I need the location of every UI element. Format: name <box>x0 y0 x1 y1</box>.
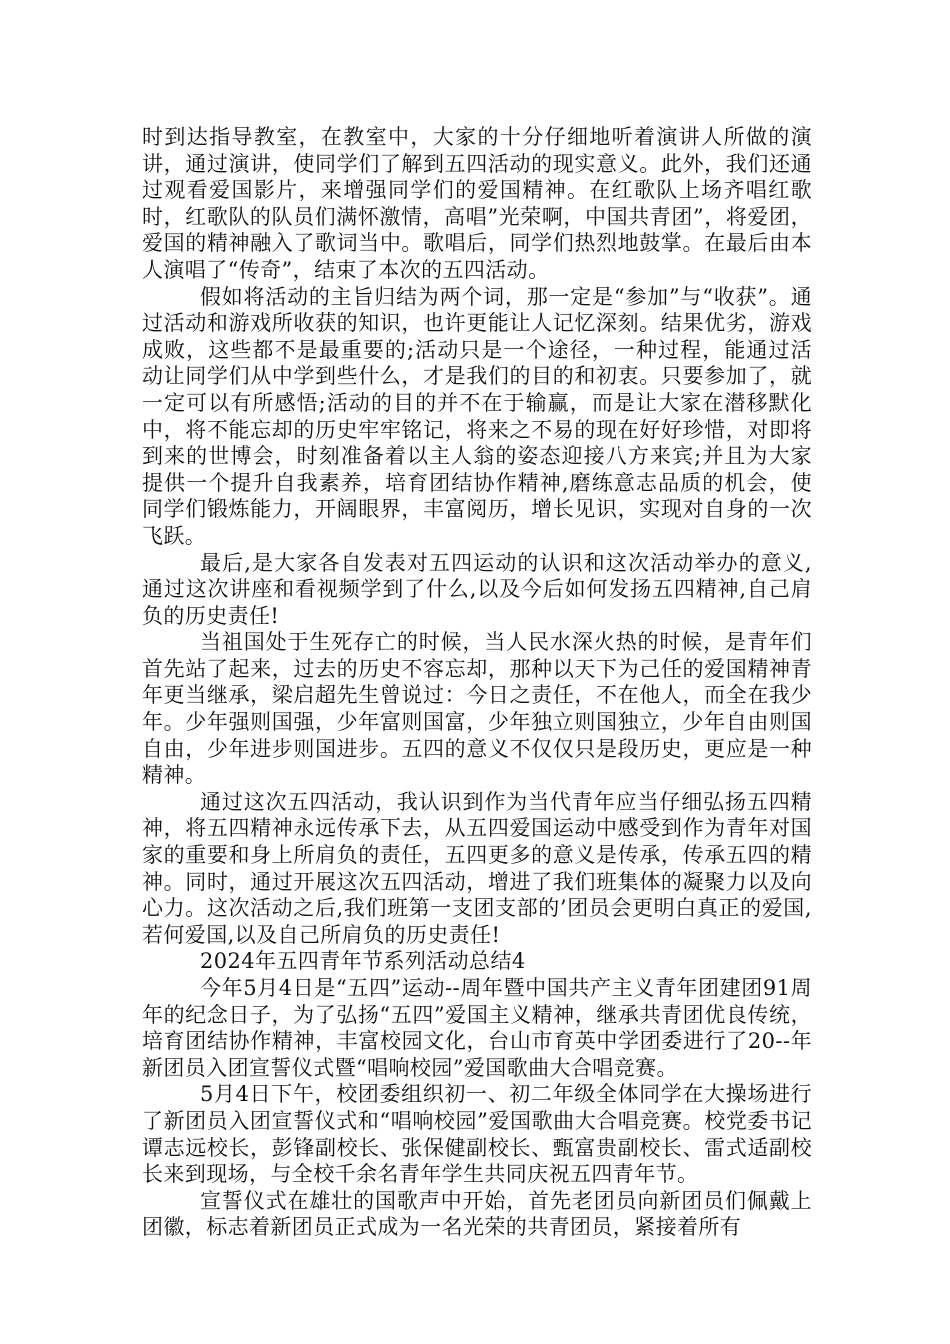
paragraph-2: 假如将活动的主旨归结为两个词，那一定是“参加”与“收获”。通过活动和游戏所收获的知识，也许更能让人记忆深刻。结果优劣，游戏成败，这些都不是最重要的;活动只是一个途径，一种过程，能通过活动让同学们从中学到些什么，才是我们的目的和初衷。只要参加了，就一定可以有所感悟;活动的目的并不在于输赢，而是让大家在潜移默化中，将不能忘却的历史牢牢铭记，将来之不易的现在好好珍惜，对即将到来的世博会，时刻准备着以主人翁的姿态迎接八方来宾;并且为大家提供一个提升自我素养，培育团结协作精神,磨练意志品质的机会，使同学们锻炼能力，开阔眼界，丰富阅历，增长见识，实现对自身的一次飞跃。 <box>142 284 812 548</box>
paragraph-8: 宣誓仪式在雄壮的国歌声中开始，首先老团员向新团员们佩戴上团徽，标志着新团员正式成为一名光荣的共青团员，紧接着所有 <box>142 1188 812 1240</box>
paragraph-1: 时到达指导教室，在教室中，大家的十分仔细地听着演讲人所做的演讲，通过演讲，使同学们了解到五四活动的现实意义。此外，我们还通过观看爱国影片，来增强同学们的爱国精神。在红歌队上场齐唱红歌时，红歌队的队员们满怀激情，高唱”光荣啊，中国共青团”，将爱团，爱国的精神融入了歌词当中。歌唱后，同学们热烈地鼓掌。在最后由本人演唱了“传奇”，结束了本次的五四活动。 <box>142 125 812 282</box>
paragraph-5: 通过这次五四活动，我认识到作为当代青年应当仔细弘扬五四精神，将五四精神永远传承下去，从五四爱国运动中感受到作为青年对国家的重要和身上所肩负的责任，五四更多的意义是传承，传承五四的精神。同时，通过开展这次五四活动，增进了我们班集体的凝聚力以及向心力。这次活动之后,我们班第一支团支部的’团员会更明白真正的爱国,若何爱国,以及自己所肩负的历史责任! <box>142 789 812 947</box>
paragraph-6: 今年5月4日是“五四”运动--周年暨中国共产主义青年团建团91周年的纪念日子，为了弘扬“五四”爱国主义精神，继承共青团优良传统，培育团结协作精神，丰富校园文化，台山市育英中学团委进行了20--年新团员入团宣誓仪式暨“唱响校园”爱国歌曲大合唱竞赛。 <box>142 976 812 1080</box>
paragraph-7: 5月4日下午，校团委组织初一、初二年级全体同学在大操场进行了新团员入团宣誓仪式和“唱响校园”爱国歌曲大合唱竞赛。校党委书记谭志远校长，彭锋副校长、张保健副校长、甄富贵副校长、雷式适副校长来到现场，与全校千余名青年学生共同庆祝五四青年节。 <box>142 1082 812 1187</box>
paragraph-4: 当祖国处于生死存亡的时候，当人民水深火热的时候，是青年们首先站了起来，过去的历史不容忘却，那种以天下为己任的爱国精神青年更当继承，梁启超先生曾说过：今日之责任，不在他人，而全在我少年。少年强则国强，少年富则国富，少年独立则国独立，少年自由则国自由，少年进步则国进步。五四的意义不仅仅只是段历史，更应是一种精神。 <box>142 630 812 788</box>
paragraph-3: 最后,是大家各自发表对五四运动的认识和这次活动举办的意义,通过这次讲座和看视频学到了什么,以及今后如何发扬五四精神,自己肩负的历史责任! <box>142 550 812 628</box>
section-heading: 2024年五四青年节系列活动总结4 <box>200 949 526 974</box>
document-body <box>142 124 812 1241</box>
